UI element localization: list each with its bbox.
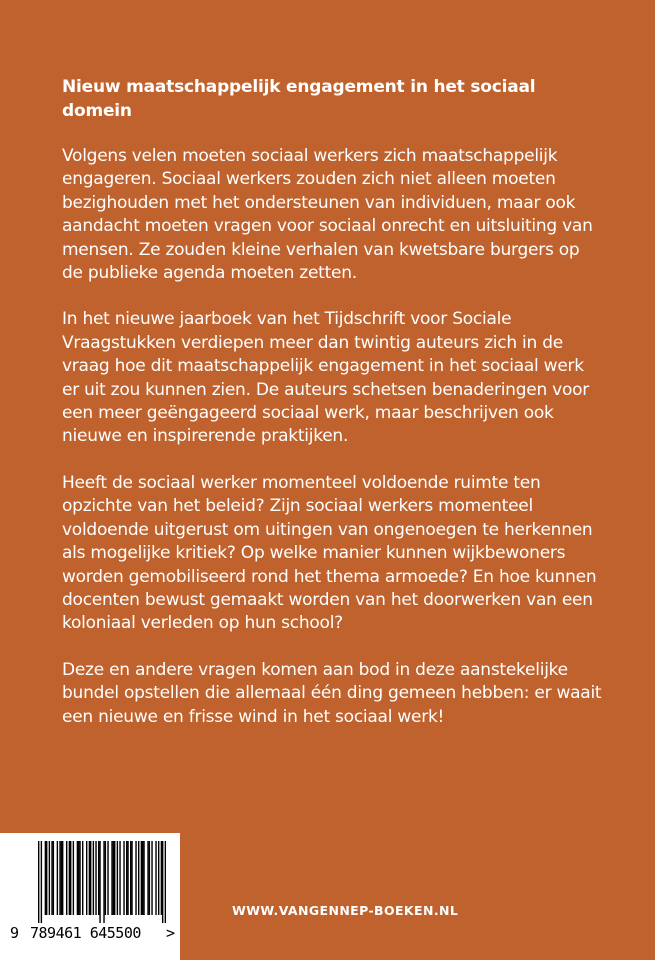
barcode-bar bbox=[131, 841, 132, 915]
barcode-bar bbox=[142, 841, 143, 915]
blurb-paragraph-1: Volgens velen moeten sociaal werkers zich maatschappelijk engageren. Sociaal werkers zouden zich niet alleen moeten bezighouden met het ondersteunen van individuen, maar ook aandacht moeten vragen voor sociaal onrecht en uitsluiting van mensen. Ze zouden kleine verhalen van kwetsbare burgers op de publieke agenda moeten zetten. bbox=[62, 146, 593, 284]
back-cover-text bbox=[62, 75, 602, 752]
barcode-bar bbox=[62, 841, 63, 915]
blurb-heading: Nieuw maatschappelijk engagement in het sociaal domein bbox=[62, 77, 536, 121]
barcode-bar bbox=[38, 841, 39, 923]
isbn-quiet-zone-marker: > bbox=[166, 924, 176, 942]
barcode-bar bbox=[69, 841, 70, 915]
barcode-bar bbox=[126, 841, 127, 915]
barcode-bar bbox=[117, 841, 118, 915]
barcode-bar bbox=[82, 841, 83, 915]
blurb-paragraph-3: Heeft de sociaal werker momenteel voldoende ruimte ten opzichte van het beleid? Zijn sociaal werkers momenteel voldoende uitgerust om uitingen van ongenoegen te herkennen als mogelijke kritiek? Op welke manier kunnen wijkbewoners worden gemobiliseerd rond het thema armoede? En hoe kunnen docenten bewust gemaakt worden van het doorwerken van een koloniaal verleden op hun school? bbox=[62, 472, 597, 634]
barcode-bar bbox=[41, 841, 42, 923]
barcode-bars bbox=[38, 841, 166, 923]
barcode-bar bbox=[127, 841, 128, 915]
barcode-bar bbox=[147, 841, 148, 915]
barcode-bar bbox=[78, 841, 79, 915]
barcode-bar bbox=[105, 841, 106, 915]
barcode-bar bbox=[70, 841, 71, 915]
barcode-bar bbox=[49, 841, 50, 915]
isbn-number: 789461 645500 bbox=[30, 924, 141, 942]
barcode-bar bbox=[123, 841, 124, 915]
barcode-bar bbox=[114, 841, 115, 915]
barcode-bar bbox=[141, 841, 142, 915]
barcode-bar bbox=[165, 841, 166, 923]
barcode-bar bbox=[130, 841, 131, 915]
barcode-bar bbox=[103, 841, 104, 923]
barcode-bar bbox=[135, 841, 136, 915]
barcode-bar bbox=[149, 841, 150, 915]
barcode-bar bbox=[119, 841, 120, 915]
isbn-first-digit: 9 bbox=[10, 924, 20, 942]
barcode-bar bbox=[53, 841, 54, 915]
barcode-bar bbox=[59, 841, 60, 915]
barcode-bar bbox=[113, 841, 114, 915]
barcode-bar bbox=[45, 841, 46, 915]
barcode-bar bbox=[57, 841, 58, 915]
barcode-bar bbox=[95, 841, 96, 915]
isbn-barcode bbox=[0, 833, 180, 960]
barcode-bar bbox=[86, 841, 87, 915]
barcode-bar bbox=[155, 841, 156, 915]
barcode-bar bbox=[151, 841, 152, 915]
barcode-bar bbox=[161, 841, 162, 915]
barcode-bar bbox=[138, 841, 139, 915]
barcode-bar bbox=[98, 841, 99, 915]
barcode-bar bbox=[73, 841, 74, 915]
blurb-paragraph-2: In het nieuwe jaarboek van het Tijdschrift voor Sociale Vraagstukken verdiepen meer dan twintig auteurs zich in de vraag hoe dit maatschappelijk engagement in het sociaal werk er uit zou kunnen zien. De auteurs schetsen benaderingen voor een meer geëngageerd sociaal werk, maar beschrijven ook nieuwe en inspirerende praktijken. bbox=[62, 309, 589, 447]
barcode-bar bbox=[143, 841, 144, 915]
blurb-paragraph-4: Deze en andere vragen komen aan bod in deze aanstekelijke bundel opstellen die allemaal één ding gemeen hebben: er waait een nieuwe en frisse wind in het sociaal werk! bbox=[62, 659, 602, 727]
barcode-bar bbox=[107, 841, 108, 915]
barcode-bar bbox=[99, 841, 100, 923]
publisher-website: WWW.VANGENNEP-BOEKEN.NL bbox=[232, 903, 459, 918]
barcode-bar bbox=[111, 841, 112, 915]
barcode-bar bbox=[90, 841, 91, 915]
barcode-bar bbox=[79, 841, 80, 915]
barcode-bar bbox=[77, 841, 78, 915]
barcode-bar bbox=[66, 841, 67, 915]
barcode-bar bbox=[93, 841, 94, 915]
barcode-bar bbox=[162, 841, 163, 923]
barcode-bar bbox=[61, 841, 62, 915]
barcode-bar bbox=[46, 841, 47, 915]
barcode-bar bbox=[51, 841, 52, 915]
barcode-bar bbox=[158, 841, 159, 915]
barcode-bar bbox=[89, 841, 90, 915]
